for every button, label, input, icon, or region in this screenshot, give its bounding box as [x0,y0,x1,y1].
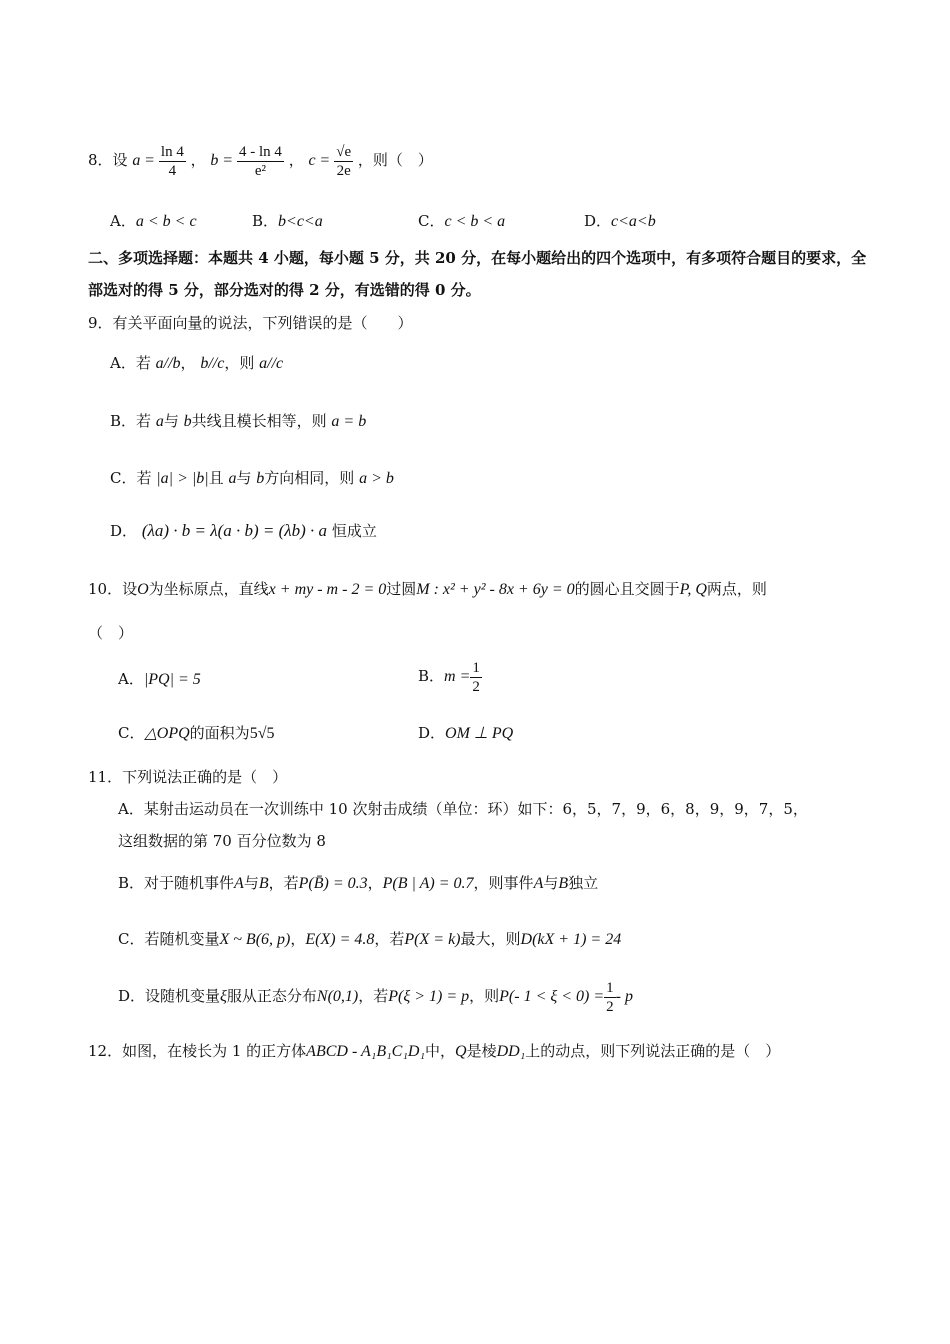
q11-d-m1: ξ [220,988,227,1005]
q9-a-m2: b//c [200,355,225,372]
q8-option-d-label: D． [584,212,612,230]
q10-b-label: B． [418,667,445,685]
q10-t5: 两点，则 [706,580,767,598]
q8-option-c-text: c < b < a [444,213,506,230]
q11-d-t3: ，若 [358,987,389,1005]
q8-b-fraction [237,143,284,180]
q12-t4: 上的动点，则下列说法正确的是（ ） [525,1042,781,1060]
q10-c-math: △OPQ [144,725,190,742]
q11-b-t1: 对于随机事件 [144,874,235,892]
q11-b-t4: ， [367,874,383,892]
q10-a-math: |PQ| = 5 [143,671,201,688]
q9-b-t3: 共线且模长相等，则 [191,412,327,430]
q8-a-den: 4 [168,162,177,179]
q10-d-label: D． [418,724,446,742]
q10-paren: （ ） [88,624,134,642]
q10-b-num: 1 [472,659,480,676]
q11-b-m6: B [558,875,569,892]
q8-option-a [110,210,197,231]
q9-b-label: B． [110,412,137,430]
q8-option-d-text: c<a<b [611,213,656,230]
q9-stem: 9．有关平面向量的说法，下列错误的是（ ） [88,314,413,332]
q11-b-m3: P(B̄) = 0.3 [298,875,368,892]
q11-option-b [118,872,598,893]
q10-c-label: C． [118,724,145,742]
q8-c-fraction [334,143,353,180]
q11-d-fraction [604,979,616,1016]
q12-edge: DD₁ [496,1043,526,1060]
q8-suffix: ，则（ ） [357,151,433,169]
q11-c-t2: ， [290,930,306,948]
q9-b-m3: a = b [331,413,367,430]
q12-point: Q [455,1043,467,1060]
q10-line-eq: x + my - m - 2 = 0 [268,581,387,598]
q9-d-m1: (λa) · b = λ(a · b) = (λb) · a [141,521,328,540]
q11-d-t4: ，则 [469,987,500,1005]
q10-option-d [418,722,513,743]
q11-b-m2: B [258,875,269,892]
q10-b-den: 2 [472,678,480,695]
q10-stem [88,578,767,599]
q8-eq-b: = [223,152,233,169]
q8-option-b-label: B． [252,212,279,230]
q9-a-m1: a//b [155,355,181,372]
q10-t4: 的圆心且交圆于 [574,580,680,598]
q8-option-c [418,210,505,231]
q9-a-m3: a//c [259,355,284,372]
section2-heading: 二、多项选择题：本题共 4 小题，每小题 5 分，共 20 分，在每小题给出的四个选项中，有多项符合题目的要求，全部选对的得 5 分，部分选对的得 2 分，有选错的得 0 分。 [88,249,867,299]
q10-c-area: 5√5 [249,725,275,742]
q8-c-num: √e [336,143,352,160]
q11-stem: 11．下列说法正确的是（ ） [88,768,288,786]
q11-b-t3: ，若 [268,874,299,892]
q9-option-a [110,352,283,373]
q10-option-a [118,668,201,689]
q10-c-text: 的面积为 [189,724,250,742]
q11-d-m3: P(ξ > 1) = p [388,988,470,1005]
q8-a-fraction [159,143,186,180]
q8-eq-c: = [320,152,330,169]
q9-c-m4: a > b [359,470,394,487]
q8-option-c-label: C． [418,212,445,230]
q10-option-c [118,722,274,743]
q11-d-m4: P(- 1 < ξ < 0) = [499,988,605,1005]
q9-c-t2: 且 [208,469,224,487]
q10-b-fraction [470,659,482,696]
q9-b-m2: b [183,413,192,430]
q11-option-c [118,928,621,949]
q10-t1: 10．设 [88,580,138,598]
q9-c-t4: 方向相同，则 [264,469,355,487]
q9-b-t2: 与 [163,412,179,430]
q9-d-t1: 恒成立 [331,522,377,540]
q9-c-t1: 若 [136,469,152,487]
q10-t2: 为坐标原点，直线 [148,580,269,598]
q11-d-den: 2 [606,998,614,1015]
q10-t3: 过圆 [386,580,417,598]
q11-d-m5: - p [615,988,633,1005]
q12-t1: 12．如图，在棱长为 1 的正方体 [88,1042,307,1060]
q10-b-math: m = [444,668,471,685]
q11-c-m4: D(kX + 1) = 24 [520,931,622,948]
q11-d-label: D． [118,987,146,1005]
q9-c-label: C． [110,469,137,487]
q8-eq-a: = [145,152,155,169]
q9-c-m1: |a| > |b| [156,470,209,487]
q8-b-den: e² [254,162,267,179]
q10-origin: O [137,581,149,598]
q11-d-t1: 设随机变量 [145,987,221,1005]
q8-a-num: ln 4 [160,143,184,160]
q8-option-a-label: A． [110,212,136,230]
q11-b-m1: A [234,875,244,892]
q8-c-var: c [308,152,316,169]
q11-d-m2: N(0,1) [316,988,359,1005]
q11-d-t2: 服从正态分布 [226,987,317,1005]
q8-c-den: 2e [336,162,351,179]
q11-option-a-line1: A．某射击运动员在一次训练中 10 次射击成绩（单位：环）如下：6，5，7，9，6，8，9，9，7，5， [118,800,808,818]
q8-b-var: b [210,152,219,169]
q11-b-t2: 与 [243,874,259,892]
q8-comma-1: ， [190,151,206,169]
q10-circle-eq: M : x² + y² - 8x + 6y = 0 [416,581,575,598]
q11-b-t5: ，则事件 [473,874,534,892]
q11-c-m3: P(X = k) [404,931,461,948]
q11-b-m4: P(B | A) = 0.7 [382,875,474,892]
q11-c-m1: X ~ B(6, p) [219,931,291,948]
q10-d-math: OM ⊥ PQ [445,725,514,742]
q9-a-t2: ， [180,354,196,372]
q11-option-a-line2: 这组数据的第 70 百分位数为 8 [118,832,326,850]
q11-c-t1: 若随机变量 [144,930,220,948]
q8-option-b-text: b<c<a [278,213,323,230]
q11-c-t4: 最大，则 [460,930,521,948]
q11-b-t6: 与 [543,874,559,892]
q11-option-d [118,972,633,1021]
q9-a-t1: 若 [135,354,151,372]
q9-d-label: D． [110,522,138,540]
q8-prefix: 8．设 [88,151,128,169]
q9-b-m1: a [155,413,164,430]
q11-d-num: 1 [606,979,614,996]
q8-a-var: a [132,152,141,169]
q10-option-b [418,654,482,699]
q11-c-m2: E(X) = 4.8 [305,931,375,948]
q11-b-t7: 独立 [568,874,599,892]
q9-c-t3: 与 [236,469,252,487]
q12-t3: 是棱 [466,1042,497,1060]
q11-c-label: C． [118,930,145,948]
q8-b-num: 4 - ln 4 [239,143,282,160]
q9-a-t3: ，则 [224,354,255,372]
q9-option-d [110,520,377,541]
q9-a-label: A． [110,354,136,372]
q11-b-m5: A [533,875,544,892]
q10-points: P, Q [679,581,707,598]
q8-option-d [584,210,656,231]
q11-c-t3: ，若 [374,930,405,948]
q11-b-label: B． [118,874,145,892]
q9-c-m2: a [228,470,237,487]
q9-option-c [110,467,394,488]
q12-t2: 中， [425,1042,456,1060]
q8-option-a-text: a < b < c [135,213,197,230]
q9-b-t1: 若 [136,412,152,430]
q12-stem [88,1040,780,1061]
q9-c-m3: b [256,470,265,487]
q12-cube: ABCD - A₁B₁C₁D₁ [306,1043,426,1060]
q10-a-label: A． [118,670,144,688]
q8-option-b [252,210,323,231]
q8-stem [88,130,433,191]
q8-comma-2: ， [288,151,304,169]
q9-option-b [110,410,366,431]
